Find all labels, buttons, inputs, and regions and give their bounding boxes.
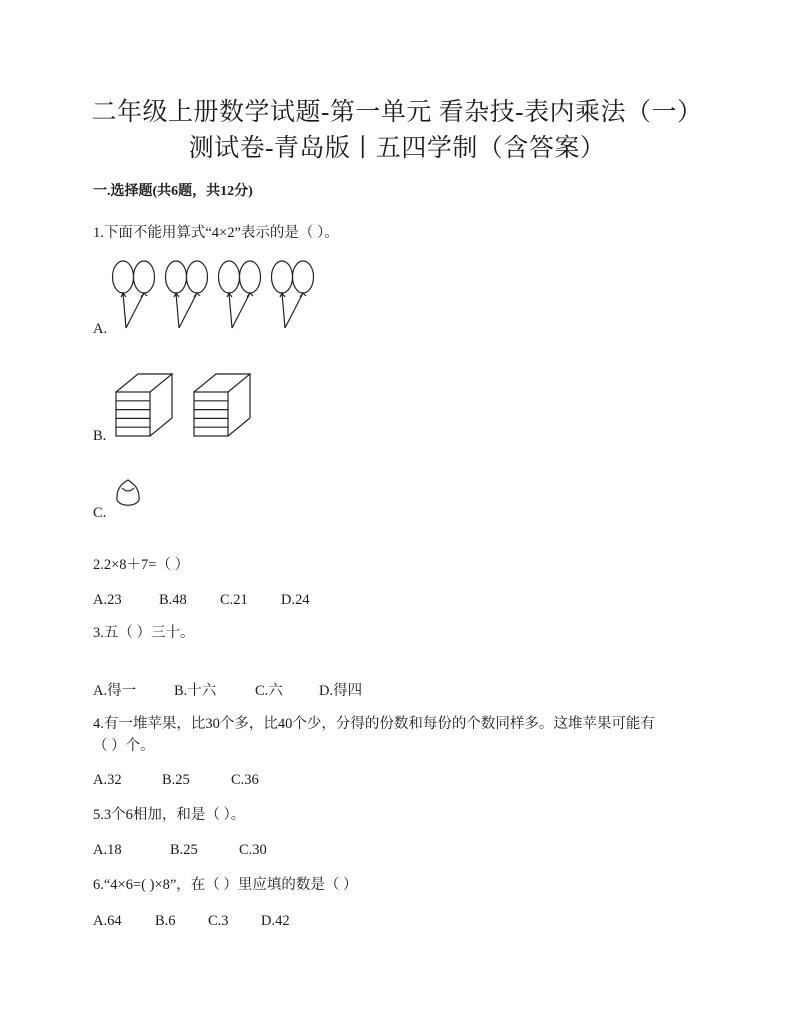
question-4-text-line-2: （ ）个。: [93, 738, 155, 754]
title-line-1: 二年级上册数学试题-第一单元 看杂技-表内乘法（一）: [91, 99, 703, 126]
option-b: B.48: [159, 592, 187, 608]
option-a: A.32: [93, 772, 122, 788]
option-b: B.十六: [174, 683, 217, 699]
balloon-knot: [194, 293, 200, 297]
peaches-figure: [112, 478, 362, 518]
option-b: B.25: [170, 842, 198, 858]
balloon-icon: [219, 261, 240, 293]
peach-pair: [117, 480, 139, 505]
box-top-face: [194, 374, 250, 392]
box-stacks-figure: [112, 372, 262, 442]
question-2-options: [93, 592, 310, 609]
balloon-string: [123, 293, 126, 328]
option-c: C.36: [231, 772, 259, 788]
balloon-icon: [166, 261, 187, 293]
balloon-knot: [141, 293, 147, 297]
box-top-face: [116, 374, 172, 392]
balloon-string: [285, 293, 303, 328]
question-3-options: [93, 679, 362, 700]
question-1-option-c: C.: [93, 505, 107, 521]
balloon-knot: [247, 293, 253, 297]
balloon-string: [176, 293, 179, 328]
balloon-icon: [134, 261, 155, 293]
balloon-icon: [240, 261, 261, 293]
question-1-text: 1.下面不能用算式“4×2”表示的是（ ）。: [93, 225, 339, 241]
balloon-icon: [293, 261, 314, 293]
balloon-icon: [113, 261, 134, 293]
option-c: C.21: [220, 592, 248, 608]
balloons-figure: [110, 258, 330, 338]
question-6-options: [93, 913, 290, 930]
balloon-string: [179, 293, 197, 328]
option-d: D.得四: [319, 683, 363, 699]
question-2-text: 2.2×8＋7=（ ）: [93, 557, 190, 573]
box-stack: [194, 374, 250, 436]
option-a: A.得一: [93, 683, 137, 699]
balloon-icon: [272, 261, 293, 293]
question-5-text: 5.3个6相加，和是（ ）。: [93, 807, 246, 823]
balloon-string: [229, 293, 232, 328]
peach-line: [122, 488, 134, 491]
option-b: B.6: [155, 913, 176, 929]
option-c: C.六: [255, 683, 283, 699]
question-4-options: [93, 772, 259, 789]
balloon-string: [232, 293, 250, 328]
question-6-text: 6.“4×6=( )×8”，在（ ）里应填的数是（ ）: [93, 877, 358, 893]
question-1-option-b: B.: [93, 428, 107, 444]
balloon-pair: [219, 261, 261, 328]
option-d: D.24: [281, 592, 310, 608]
balloon-string: [126, 293, 144, 328]
option-d: D.42: [261, 913, 290, 929]
balloon-pair: [272, 261, 314, 328]
balloon-pair: [166, 261, 208, 328]
balloon-pair: [113, 261, 155, 328]
option-a: A.64: [93, 913, 122, 929]
section-heading: 一.选择题(共6题，共12分): [93, 184, 253, 199]
option-a: A.23: [93, 592, 122, 608]
option-a: A.18: [93, 842, 122, 858]
option-c: C.3: [208, 913, 229, 929]
peach-icon: [117, 480, 139, 505]
title-line-2: 测试卷-青岛版丨五四学制（含答案）: [188, 135, 606, 162]
balloon-string: [282, 293, 285, 328]
box-front-face: [194, 392, 228, 436]
balloon-icon: [187, 261, 208, 293]
box-stack: [116, 374, 172, 436]
option-c: C.30: [239, 842, 267, 858]
question-3-text: 3.五（ ）三十。: [93, 625, 195, 641]
question-5-options: [93, 842, 267, 859]
balloon-knot: [300, 293, 306, 297]
question-4-text-line-1: 4.有一堆苹果，比30个多，比40个少，分得的份数和每份的个数同样多。这堆苹果可能有: [93, 716, 655, 732]
question-1-option-a: A.: [93, 321, 108, 337]
option-b: B.25: [162, 772, 190, 788]
box-front-face: [116, 392, 150, 436]
